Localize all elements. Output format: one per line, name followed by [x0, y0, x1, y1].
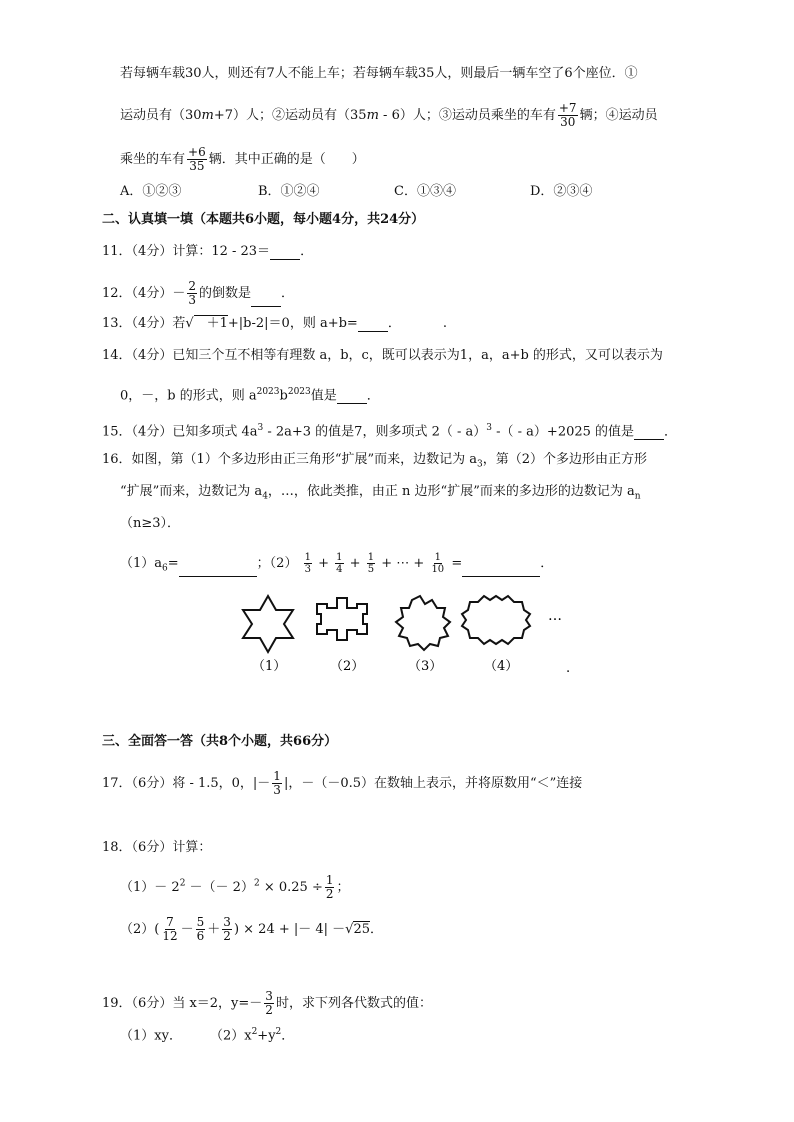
q15-text-c: -（ - a）+2025 的值是	[492, 424, 635, 440]
figure-1-star	[243, 596, 293, 652]
q16-frac-10-den: 10	[431, 564, 445, 575]
q18-p2-b: ) × 24 + |－ 4| －	[233, 922, 346, 937]
figure-more: …	[548, 608, 562, 624]
q13-text-b: +|b-2|＝0，则 a+b=	[227, 316, 358, 331]
q17-fraction	[272, 770, 282, 797]
q10-text3b: 辆．其中正确的是（ ）	[208, 152, 365, 167]
q14-exp2: 2023	[287, 387, 311, 397]
q13-stray-dot: .	[442, 316, 447, 331]
q13	[102, 316, 447, 332]
q10-frac2-num: +6	[188, 145, 206, 159]
q16-frac-5-den: 5	[367, 564, 375, 575]
q16-frac-3-num: 1	[304, 552, 311, 563]
q10-text2a: 运动员有（30	[120, 108, 202, 123]
q19-text-a: 19．（6分）当 x＝2，y=－	[102, 996, 263, 1011]
q14-end: ．	[366, 388, 380, 404]
q10-option-c[interactable]: C．①③④	[394, 184, 456, 199]
q18-p1-end: ；	[336, 880, 350, 895]
q15-text-b: - 2a+3 的值是7，则多项式 2（ - a）	[263, 424, 487, 440]
q18-p1-fraction	[325, 874, 335, 901]
q17-den: 3	[273, 783, 281, 797]
q18-p2-op1: －	[180, 922, 194, 937]
q16-p2-text: ；（2）	[256, 556, 298, 571]
q10-text2b: +7）人；②运动员有（35	[213, 108, 367, 123]
q16-plus1: +	[318, 556, 330, 571]
q16-line1	[102, 452, 647, 473]
figure-label-1: （1）	[252, 659, 287, 674]
q16-p1-eq: =	[167, 556, 179, 571]
q17-text-b: |，－（－0.5）在数轴上表示，并将原数用“＜”连接	[283, 776, 583, 791]
q18-part1	[120, 874, 350, 901]
q11	[102, 244, 313, 260]
q19-part2-end: ．	[281, 1028, 295, 1044]
q16-eq: =	[451, 556, 463, 571]
q18-p1-c: × 0.25 ÷	[259, 880, 323, 895]
polygon-figures	[226, 592, 596, 682]
q12-end: ．	[280, 286, 294, 301]
q19-den: 2	[265, 1003, 273, 1017]
q18-p2-a: （2）(	[120, 922, 160, 937]
q16-text2a: “扩展”而来，边数记为 a	[120, 484, 263, 499]
q15-answer-blank[interactable]	[634, 425, 664, 440]
q16-sub4: 4	[262, 491, 268, 502]
q14-line2	[120, 384, 380, 404]
q18-p1-num: 1	[325, 873, 334, 887]
q10-option-a[interactable]: A．①②③	[120, 184, 182, 199]
q10-option-d[interactable]: D．②③④	[530, 184, 593, 199]
q17	[102, 770, 582, 797]
figure-label-4: （4）	[484, 659, 519, 674]
q10-fraction1	[558, 102, 578, 129]
q16-text2b: ，…，依此类推，由正 n 边形“扩展”而来的多边形的边数记为 a	[267, 484, 635, 499]
q16-frac-3	[304, 552, 312, 575]
figure-3-pentagon	[396, 596, 450, 650]
q11-end: ．	[300, 244, 314, 259]
q19-parts	[120, 1024, 294, 1044]
q12-text-a: 12．（4分）－	[102, 286, 186, 301]
q12	[102, 280, 294, 307]
q16-line3: （n≥3）．	[120, 516, 181, 531]
q11-text: 11．（4分）计算：12 - 23＝	[102, 244, 271, 259]
q13-radicand: ＋1	[193, 316, 228, 331]
q19-text-b: 时，求下列各代数式的值：	[275, 996, 432, 1011]
q10-text1: 若每辆车载30人，则还有7人不能上车；若每辆车载35人，则最后一辆车空了6个座位．①	[120, 66, 638, 81]
q18-p2-frac1-num: 7	[166, 915, 174, 929]
q10-frac1-den: 30	[560, 115, 576, 129]
q16-plus2: +	[349, 556, 361, 571]
q14-text-c: 值是	[310, 388, 337, 404]
q16-frac-4-den: 4	[336, 564, 343, 575]
q16-p1-text: （1）a	[120, 556, 163, 571]
q19-part2-a: （2）x	[209, 1028, 252, 1044]
q16-part2-blank[interactable]	[462, 562, 540, 577]
q19-part1: （1）xy．	[120, 1028, 182, 1044]
q16-line2	[120, 484, 641, 505]
q10-line2	[120, 102, 658, 129]
q19-num: 3	[265, 989, 273, 1003]
q18-p2-frac3-num: 3	[223, 915, 231, 929]
q16-parts	[120, 552, 553, 577]
q19-fraction	[264, 990, 274, 1017]
q14-text-a: 0，－，b 的形式，则 a	[120, 388, 257, 404]
q10-text2c: - 6）人；③运动员乘坐的车有	[378, 108, 556, 123]
section-2-heading: 二、认真填一填（本题共6小题，每小题4分，共24分）	[102, 212, 425, 227]
q14-exp1: 2023	[256, 387, 280, 397]
q16-sub6: 6	[162, 563, 168, 574]
section-3-heading: 三、全面答一答（共8个小题，共66分）	[102, 734, 338, 749]
q18-p1-a: （1）－ 2	[120, 880, 180, 895]
q18-p2-frac3	[222, 916, 232, 943]
q16-text1b: ，第（2）个多边形由正方形	[482, 452, 648, 467]
q17-text-a: 17．（6分）将 - 1.5，0，|－	[102, 776, 271, 791]
q18-p1-exp1: 2	[179, 878, 186, 889]
q12-fraction	[187, 280, 197, 307]
q16-frac-4	[335, 552, 343, 575]
q10-frac2-den: 35	[189, 159, 205, 173]
q10-var-m2: m	[366, 108, 379, 123]
q18-p1-exp2: 2	[253, 878, 260, 889]
q19	[102, 990, 432, 1017]
q18-p2-frac2-num: 5	[196, 915, 205, 929]
q16-frac-4-num: 1	[336, 552, 343, 563]
q16-ellipsis: + ⋯ +	[381, 556, 425, 571]
q13-text-a: 13．（4分）若	[102, 316, 186, 331]
q18: 18．（6分）计算：	[102, 840, 212, 855]
q18-p1-den: 2	[325, 887, 334, 901]
q10-frac1-num: +7	[558, 101, 577, 115]
q12-text-b: 的倒数是	[198, 286, 251, 301]
q16-frac-5	[367, 552, 375, 575]
q18-p1-b: －（－ 2）	[185, 880, 254, 895]
q17-num: 1	[273, 769, 281, 783]
q12-answer-blank[interactable]	[251, 292, 281, 307]
q10-line1	[120, 66, 638, 82]
q18-part2	[120, 916, 383, 943]
q18-p2-op2: ＋	[207, 922, 221, 937]
q11-answer-blank[interactable]	[270, 245, 300, 260]
q19-exp2: 2	[275, 1027, 282, 1037]
q16-subn: n	[634, 491, 641, 502]
sqrt-icon: √	[185, 316, 194, 331]
q10-fraction2	[187, 146, 207, 173]
q10-option-b[interactable]: B．①②④	[258, 184, 320, 199]
q18-radicand: 25	[353, 922, 371, 937]
q15	[102, 420, 677, 440]
q18-p2-frac2	[196, 916, 206, 943]
q18-p2-frac1-den: 12	[162, 929, 178, 943]
q14-answer-blank[interactable]	[337, 389, 367, 404]
figure-dot: .	[566, 661, 571, 676]
q16-frac-3-den: 3	[304, 564, 311, 575]
q10-var-m: m	[201, 108, 214, 123]
q16-end: ．	[540, 556, 554, 571]
q14-line1: 14．（4分）已知三个互不相等有理数 a，b，c，既可以表示为1，a，a+b 的形式，又可以表示为	[102, 348, 663, 363]
q16-frac-10	[430, 552, 445, 575]
q16-frac-10-num: 1	[434, 552, 441, 563]
q16-part1-blank[interactable]	[179, 562, 257, 577]
q16-frac-5-num: 1	[367, 552, 375, 563]
q15-text-a: 15．（4分）已知多项式 4a	[102, 424, 258, 440]
sqrt-icon-2: √	[345, 922, 354, 937]
figure-2-square	[317, 598, 367, 640]
q10-text2d: 辆；④运动员	[579, 108, 658, 123]
q18-p2-frac3-den: 2	[223, 929, 231, 943]
q18-p2-frac2-den: 6	[196, 929, 205, 943]
q14-text-b: b	[279, 388, 288, 404]
figure-4-hexagon	[462, 596, 530, 644]
q18-p2-frac1	[161, 916, 178, 943]
figure-label-2: （2）	[330, 659, 365, 674]
q10-text3a: 乘坐的车有	[120, 152, 186, 167]
q12-den: 3	[188, 293, 196, 307]
q13-answer-blank[interactable]	[358, 317, 388, 332]
q19-part2-b: +y	[257, 1028, 276, 1044]
figure-label-3: （3）	[408, 659, 443, 674]
q12-num: 2	[188, 279, 196, 293]
q10-line3	[120, 146, 365, 173]
q16-sub3: 3	[477, 459, 483, 470]
q15-end: ．	[664, 424, 678, 440]
q13-end: ．	[387, 316, 401, 331]
q16-text1a: 16．如图，第（1）个多边形由正三角形“扩展”而来，边数记为 a	[102, 452, 477, 467]
q15-exp2: 3	[486, 423, 492, 433]
q19-exp1: 2	[251, 1027, 258, 1037]
q15-exp1: 3	[257, 423, 264, 433]
q18-p2-end: ．	[370, 922, 384, 937]
